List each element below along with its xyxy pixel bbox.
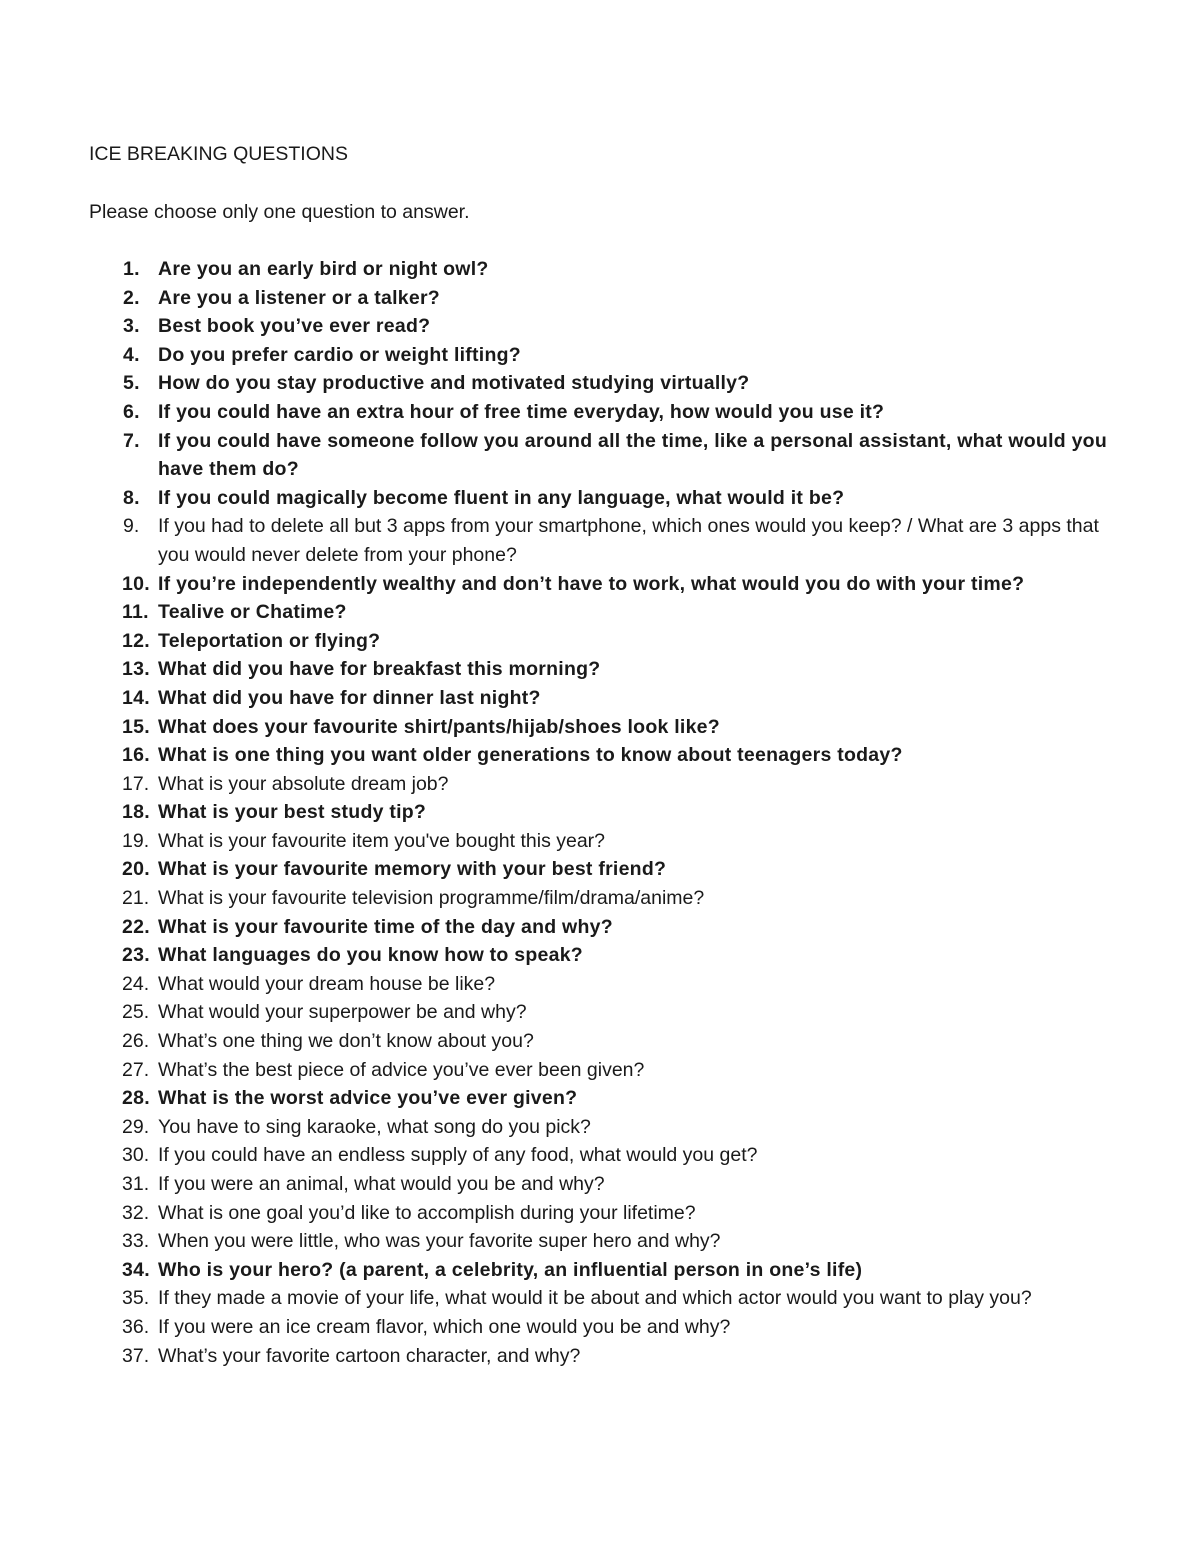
list-item xyxy=(0,1313,1118,1342)
question-text: What does your favourite shirt/pants/hijab/shoes look like? xyxy=(158,715,720,738)
question-text: What would your dream house be like? xyxy=(158,972,496,995)
question-number: 7. xyxy=(123,429,140,452)
question-number: 11. xyxy=(122,601,149,624)
list-item xyxy=(0,1113,1118,1142)
question-text: If you could have someone follow you around all the time, like a personal assistant, what would you have them do? xyxy=(158,429,1108,481)
question-number: 8. xyxy=(123,486,140,509)
question-number: 1. xyxy=(123,258,140,280)
list-item xyxy=(0,1284,1118,1313)
list-item xyxy=(0,855,1118,884)
question-number: 9. xyxy=(123,515,140,538)
question-text: What’s the best piece of advice you’ve ever been given? xyxy=(158,1058,645,1081)
list-item xyxy=(0,312,1118,341)
question-number: 35. xyxy=(122,1287,150,1310)
question-number: 29. xyxy=(122,1115,150,1138)
question-list xyxy=(0,255,1200,1370)
question-text: Best book you’ve ever read? xyxy=(158,315,431,338)
question-number: 21. xyxy=(122,887,150,910)
question-text: If you could have an extra hour of free time everyday, how would you use it? xyxy=(158,400,885,423)
question-text: If you had to delete all but 3 apps from your smartphone, which ones would you keep? / What are 3 apps that you would never delete from your phone? xyxy=(158,515,1099,566)
question-number: 12. xyxy=(122,629,150,652)
list-item xyxy=(0,1342,1118,1371)
list-item xyxy=(0,627,1118,656)
document-title: ICE BREAKING QUESTIONS xyxy=(89,143,348,165)
list-item xyxy=(0,770,1118,799)
question-number: 27. xyxy=(122,1058,150,1081)
question-number: 15. xyxy=(122,715,150,738)
question-number: 22. xyxy=(122,915,150,938)
list-item xyxy=(0,512,1118,569)
question-text: Tealive or Chatime? xyxy=(158,601,347,624)
list-item xyxy=(0,684,1118,713)
list-item xyxy=(0,741,1118,770)
question-text: What is one goal you’d like to accomplish during your lifetime? xyxy=(158,1201,696,1224)
question-text: If you’re independently wealthy and don’t have to work, what would you do with your time? xyxy=(158,572,1025,595)
question-text: If you could have an endless supply of any food, what would you get? xyxy=(158,1144,758,1167)
question-number: 18. xyxy=(122,801,150,824)
question-number: 2. xyxy=(123,286,140,309)
list-item xyxy=(0,1256,1118,1285)
list-item xyxy=(0,1056,1118,1085)
list-item xyxy=(0,369,1118,398)
list-item xyxy=(0,1141,1118,1170)
list-item xyxy=(0,998,1118,1027)
question-text: What did you have for dinner last night? xyxy=(158,686,541,709)
question-text: Are you an early bird or night owl? xyxy=(158,258,489,280)
question-text: What languages do you know how to speak? xyxy=(158,944,583,967)
list-item xyxy=(0,970,1118,999)
question-text: When you were little, who was your favorite super hero and why? xyxy=(158,1230,721,1253)
question-number: 32. xyxy=(122,1201,150,1224)
question-number: 13. xyxy=(122,658,150,681)
list-item xyxy=(0,484,1118,513)
question-text: Do you prefer cardio or weight lifting? xyxy=(158,343,521,366)
question-text: What is your best study tip? xyxy=(158,801,427,824)
question-number: 3. xyxy=(123,315,140,338)
question-number: 33. xyxy=(122,1230,150,1253)
list-item xyxy=(0,255,1118,284)
list-item xyxy=(0,913,1118,942)
list-item xyxy=(0,398,1118,427)
question-text: If you could magically become fluent in any language, what would it be? xyxy=(158,486,845,509)
question-text: What is your favourite item you've bought this year? xyxy=(158,829,606,852)
question-number: 31. xyxy=(122,1173,150,1195)
question-number: 14. xyxy=(122,686,150,709)
question-text: What did you have for breakfast this morning? xyxy=(158,658,601,681)
question-number: 28. xyxy=(122,1087,150,1110)
question-text: What would your superpower be and why? xyxy=(158,1001,527,1024)
list-item xyxy=(0,655,1118,684)
question-number: 6. xyxy=(123,400,140,423)
question-text: What is the worst advice you’ve ever given? xyxy=(158,1087,578,1110)
question-text: What is your favourite television programme/film/drama/anime? xyxy=(158,887,705,910)
question-number: 16. xyxy=(122,744,150,767)
list-item xyxy=(0,1199,1118,1228)
list-item xyxy=(0,570,1118,599)
question-number: 34. xyxy=(122,1258,150,1281)
question-text: You have to sing karaoke, what song do you pick? xyxy=(158,1115,591,1138)
question-text: What’s one thing we don’t know about you? xyxy=(158,1030,534,1053)
question-number: 24. xyxy=(122,972,150,995)
question-number: 5. xyxy=(123,372,140,395)
list-item xyxy=(0,1027,1118,1056)
question-text: What is your favourite time of the day and why? xyxy=(158,915,613,938)
question-number: 10. xyxy=(122,572,150,595)
question-text: What’s your favorite cartoon character, and why? xyxy=(158,1344,581,1367)
list-item xyxy=(0,341,1118,370)
list-item xyxy=(0,1170,1118,1199)
list-item xyxy=(0,284,1118,313)
question-number: 17. xyxy=(122,772,150,795)
question-number: 25. xyxy=(122,1001,150,1024)
list-item xyxy=(0,798,1118,827)
question-number: 20. xyxy=(122,858,150,881)
list-item xyxy=(0,827,1118,856)
question-text: What is your absolute dream job? xyxy=(158,772,449,795)
question-text: If they made a movie of your life, what would it be about and which actor would you want to play you? xyxy=(158,1287,1032,1310)
question-number: 36. xyxy=(122,1315,150,1338)
list-item xyxy=(0,713,1118,742)
question-number: 37. xyxy=(122,1344,150,1367)
question-number: 26. xyxy=(122,1030,150,1053)
question-text: If you were an ice cream flavor, which one would you be and why? xyxy=(158,1315,731,1338)
instruction-text: Please choose only one question to answer. xyxy=(89,201,470,223)
list-item xyxy=(0,884,1118,913)
question-text: Who is your hero? (a parent, a celebrity, an influential person in one’s life) xyxy=(158,1258,863,1281)
question-number: 30. xyxy=(122,1144,150,1167)
list-item xyxy=(0,427,1118,484)
list-item xyxy=(0,1084,1118,1113)
question-text: What is your favourite memory with your best friend? xyxy=(158,858,667,881)
list-item xyxy=(0,1227,1118,1256)
question-text: If you were an animal, what would you be and why? xyxy=(158,1173,605,1195)
question-text: Teleportation or flying? xyxy=(158,629,381,652)
question-text: Are you a listener or a talker? xyxy=(158,286,440,309)
question-number: 23. xyxy=(122,944,150,967)
question-text: What is one thing you want older generations to know about teenagers today? xyxy=(158,744,903,767)
question-text: How do you stay productive and motivated studying virtually? xyxy=(158,372,750,395)
list-item xyxy=(0,598,1118,627)
list-item xyxy=(0,941,1118,970)
question-number: 4. xyxy=(123,343,140,366)
question-number: 19. xyxy=(122,829,150,852)
